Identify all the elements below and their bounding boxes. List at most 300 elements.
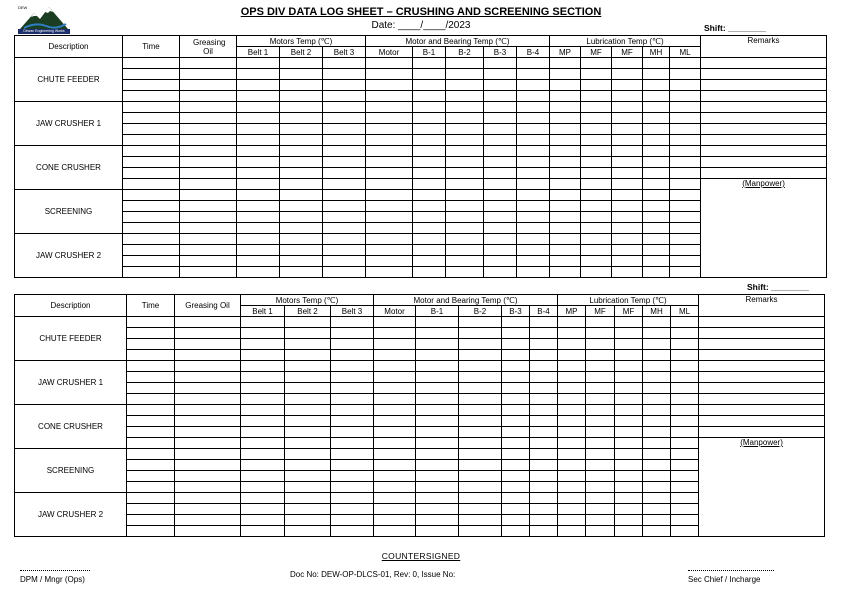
- log-cell[interactable]: [175, 482, 241, 493]
- log-cell[interactable]: [175, 405, 241, 416]
- log-cell[interactable]: [643, 350, 671, 361]
- log-cell[interactable]: [550, 58, 581, 69]
- log-cell[interactable]: [446, 124, 484, 135]
- log-cell[interactable]: [331, 416, 374, 427]
- log-cell[interactable]: [484, 113, 517, 124]
- log-cell[interactable]: [237, 212, 280, 223]
- log-cell[interactable]: [323, 223, 366, 234]
- log-cell[interactable]: [581, 179, 612, 190]
- log-cell[interactable]: [517, 113, 550, 124]
- log-cell[interactable]: [127, 493, 175, 504]
- log-cell[interactable]: [323, 113, 366, 124]
- log-cell[interactable]: [285, 438, 331, 449]
- log-cell[interactable]: [643, 91, 670, 102]
- log-cell[interactable]: [446, 212, 484, 223]
- log-cell[interactable]: [459, 383, 502, 394]
- log-cell[interactable]: [558, 449, 586, 460]
- log-cell[interactable]: [615, 460, 643, 471]
- log-cell[interactable]: [643, 394, 671, 405]
- log-cell[interactable]: [280, 212, 323, 223]
- log-cell[interactable]: [615, 482, 643, 493]
- log-cell[interactable]: [643, 146, 670, 157]
- log-cell[interactable]: [241, 526, 285, 537]
- log-cell[interactable]: [180, 135, 237, 146]
- log-cell[interactable]: [416, 482, 459, 493]
- log-cell[interactable]: [280, 146, 323, 157]
- log-cell[interactable]: [558, 438, 586, 449]
- log-cell[interactable]: [331, 317, 374, 328]
- log-cell[interactable]: [175, 526, 241, 537]
- log-cell[interactable]: [331, 427, 374, 438]
- log-cell[interactable]: [323, 190, 366, 201]
- log-cell[interactable]: [581, 135, 612, 146]
- log-cell[interactable]: [123, 168, 180, 179]
- log-cell[interactable]: [237, 146, 280, 157]
- log-cell[interactable]: [285, 328, 331, 339]
- log-cell[interactable]: [484, 80, 517, 91]
- log-cell[interactable]: [241, 493, 285, 504]
- log-cell[interactable]: [446, 190, 484, 201]
- remarks-cell[interactable]: [701, 135, 827, 146]
- log-cell[interactable]: [374, 372, 416, 383]
- log-cell[interactable]: [366, 201, 413, 212]
- log-cell[interactable]: [484, 234, 517, 245]
- log-cell[interactable]: [280, 124, 323, 135]
- log-cell[interactable]: [643, 471, 671, 482]
- log-cell[interactable]: [446, 80, 484, 91]
- log-cell[interactable]: [180, 223, 237, 234]
- log-cell[interactable]: [530, 515, 558, 526]
- log-cell[interactable]: [550, 157, 581, 168]
- log-cell[interactable]: [581, 69, 612, 80]
- log-cell[interactable]: [280, 223, 323, 234]
- log-cell[interactable]: [331, 504, 374, 515]
- log-cell[interactable]: [670, 201, 701, 212]
- log-cell[interactable]: [416, 328, 459, 339]
- log-cell[interactable]: [123, 124, 180, 135]
- log-cell[interactable]: [123, 102, 180, 113]
- log-cell[interactable]: [366, 168, 413, 179]
- log-cell[interactable]: [416, 383, 459, 394]
- log-cell[interactable]: [671, 394, 699, 405]
- log-cell[interactable]: [175, 383, 241, 394]
- log-cell[interactable]: [446, 69, 484, 80]
- remarks-cell[interactable]: [701, 168, 827, 179]
- log-cell[interactable]: [586, 361, 615, 372]
- log-cell[interactable]: [502, 504, 530, 515]
- log-cell[interactable]: [175, 449, 241, 460]
- log-cell[interactable]: [285, 515, 331, 526]
- log-cell[interactable]: [331, 460, 374, 471]
- log-cell[interactable]: [670, 223, 701, 234]
- log-cell[interactable]: [615, 515, 643, 526]
- log-cell[interactable]: [581, 256, 612, 267]
- remarks-cell[interactable]: [701, 58, 827, 69]
- log-cell[interactable]: [280, 102, 323, 113]
- log-cell[interactable]: [446, 157, 484, 168]
- log-cell[interactable]: [366, 91, 413, 102]
- log-cell[interactable]: [374, 328, 416, 339]
- log-cell[interactable]: [331, 438, 374, 449]
- log-cell[interactable]: [285, 493, 331, 504]
- log-cell[interactable]: [374, 339, 416, 350]
- log-cell[interactable]: [413, 190, 446, 201]
- log-cell[interactable]: [671, 526, 699, 537]
- log-cell[interactable]: [416, 372, 459, 383]
- log-cell[interactable]: [550, 69, 581, 80]
- log-cell[interactable]: [123, 234, 180, 245]
- log-cell[interactable]: [459, 504, 502, 515]
- log-cell[interactable]: [550, 212, 581, 223]
- log-cell[interactable]: [670, 124, 701, 135]
- log-cell[interactable]: [331, 515, 374, 526]
- log-cell[interactable]: [558, 482, 586, 493]
- log-cell[interactable]: [581, 234, 612, 245]
- log-cell[interactable]: [643, 190, 670, 201]
- log-cell[interactable]: [241, 449, 285, 460]
- log-cell[interactable]: [484, 124, 517, 135]
- log-cell[interactable]: [517, 179, 550, 190]
- log-cell[interactable]: [416, 361, 459, 372]
- log-cell[interactable]: [502, 405, 530, 416]
- log-cell[interactable]: [323, 91, 366, 102]
- log-cell[interactable]: [241, 471, 285, 482]
- log-cell[interactable]: [413, 234, 446, 245]
- log-cell[interactable]: [612, 256, 643, 267]
- log-cell[interactable]: [416, 515, 459, 526]
- log-cell[interactable]: [612, 245, 643, 256]
- log-cell[interactable]: [180, 157, 237, 168]
- log-cell[interactable]: [643, 124, 670, 135]
- log-cell[interactable]: [323, 80, 366, 91]
- log-cell[interactable]: [671, 339, 699, 350]
- log-cell[interactable]: [643, 339, 671, 350]
- log-cell[interactable]: [413, 69, 446, 80]
- log-cell[interactable]: [241, 339, 285, 350]
- log-cell[interactable]: [237, 190, 280, 201]
- log-cell[interactable]: [175, 328, 241, 339]
- log-cell[interactable]: [612, 91, 643, 102]
- log-cell[interactable]: [550, 124, 581, 135]
- log-cell[interactable]: [180, 124, 237, 135]
- log-cell[interactable]: [670, 179, 701, 190]
- log-cell[interactable]: [127, 350, 175, 361]
- log-cell[interactable]: [331, 493, 374, 504]
- log-cell[interactable]: [366, 69, 413, 80]
- log-cell[interactable]: [581, 157, 612, 168]
- remarks-cell[interactable]: [699, 361, 825, 372]
- remarks-cell[interactable]: [699, 317, 825, 328]
- log-cell[interactable]: [127, 449, 175, 460]
- log-cell[interactable]: [581, 245, 612, 256]
- log-cell[interactable]: [323, 245, 366, 256]
- remarks-cell[interactable]: [699, 427, 825, 438]
- log-cell[interactable]: [413, 212, 446, 223]
- log-cell[interactable]: [416, 405, 459, 416]
- log-cell[interactable]: [643, 504, 671, 515]
- log-cell[interactable]: [374, 493, 416, 504]
- log-cell[interactable]: [581, 267, 612, 278]
- log-cell[interactable]: [612, 124, 643, 135]
- log-cell[interactable]: [285, 372, 331, 383]
- log-cell[interactable]: [413, 267, 446, 278]
- log-cell[interactable]: [586, 394, 615, 405]
- log-cell[interactable]: [615, 493, 643, 504]
- remarks-cell[interactable]: [699, 328, 825, 339]
- log-cell[interactable]: [670, 168, 701, 179]
- log-cell[interactable]: [413, 245, 446, 256]
- log-cell[interactable]: [237, 267, 280, 278]
- log-cell[interactable]: [175, 394, 241, 405]
- log-cell[interactable]: [671, 427, 699, 438]
- log-cell[interactable]: [180, 69, 237, 80]
- log-cell[interactable]: [558, 427, 586, 438]
- log-cell[interactable]: [123, 146, 180, 157]
- remarks-cell[interactable]: [701, 80, 827, 91]
- log-cell[interactable]: [127, 328, 175, 339]
- log-cell[interactable]: [241, 460, 285, 471]
- log-cell[interactable]: [323, 157, 366, 168]
- log-cell[interactable]: [413, 80, 446, 91]
- log-cell[interactable]: [413, 256, 446, 267]
- log-cell[interactable]: [127, 383, 175, 394]
- log-cell[interactable]: [612, 135, 643, 146]
- log-cell[interactable]: [374, 416, 416, 427]
- log-cell[interactable]: [374, 471, 416, 482]
- remarks-cell[interactable]: [701, 113, 827, 124]
- log-cell[interactable]: [586, 515, 615, 526]
- log-cell[interactable]: [127, 405, 175, 416]
- log-cell[interactable]: [366, 223, 413, 234]
- log-cell[interactable]: [280, 58, 323, 69]
- log-cell[interactable]: [127, 427, 175, 438]
- log-cell[interactable]: [670, 256, 701, 267]
- log-cell[interactable]: [180, 102, 237, 113]
- log-cell[interactable]: [671, 361, 699, 372]
- log-cell[interactable]: [416, 449, 459, 460]
- log-cell[interactable]: [558, 383, 586, 394]
- log-cell[interactable]: [241, 317, 285, 328]
- log-cell[interactable]: [366, 212, 413, 223]
- log-cell[interactable]: [446, 234, 484, 245]
- manpower-box[interactable]: [699, 438, 825, 537]
- log-cell[interactable]: [323, 234, 366, 245]
- log-cell[interactable]: [643, 102, 670, 113]
- log-cell[interactable]: [446, 168, 484, 179]
- log-cell[interactable]: [550, 201, 581, 212]
- log-cell[interactable]: [484, 179, 517, 190]
- log-cell[interactable]: [374, 394, 416, 405]
- log-cell[interactable]: [237, 201, 280, 212]
- log-cell[interactable]: [671, 383, 699, 394]
- log-cell[interactable]: [615, 328, 643, 339]
- log-cell[interactable]: [366, 80, 413, 91]
- log-cell[interactable]: [581, 124, 612, 135]
- log-cell[interactable]: [502, 339, 530, 350]
- log-cell[interactable]: [127, 339, 175, 350]
- log-cell[interactable]: [237, 113, 280, 124]
- log-cell[interactable]: [374, 515, 416, 526]
- log-cell[interactable]: [670, 80, 701, 91]
- log-cell[interactable]: [502, 438, 530, 449]
- log-cell[interactable]: [671, 460, 699, 471]
- log-cell[interactable]: [123, 157, 180, 168]
- log-cell[interactable]: [241, 416, 285, 427]
- log-cell[interactable]: [558, 471, 586, 482]
- log-cell[interactable]: [502, 460, 530, 471]
- log-cell[interactable]: [331, 449, 374, 460]
- log-cell[interactable]: [459, 416, 502, 427]
- log-cell[interactable]: [285, 471, 331, 482]
- log-cell[interactable]: [123, 201, 180, 212]
- log-cell[interactable]: [643, 245, 670, 256]
- log-cell[interactable]: [615, 394, 643, 405]
- log-cell[interactable]: [459, 361, 502, 372]
- log-cell[interactable]: [530, 405, 558, 416]
- log-cell[interactable]: [237, 179, 280, 190]
- log-cell[interactable]: [484, 69, 517, 80]
- log-cell[interactable]: [241, 427, 285, 438]
- log-cell[interactable]: [374, 317, 416, 328]
- log-cell[interactable]: [374, 350, 416, 361]
- log-cell[interactable]: [502, 449, 530, 460]
- log-cell[interactable]: [459, 449, 502, 460]
- log-cell[interactable]: [550, 234, 581, 245]
- log-cell[interactable]: [670, 190, 701, 201]
- log-cell[interactable]: [374, 526, 416, 537]
- log-cell[interactable]: [643, 493, 671, 504]
- remarks-cell[interactable]: [699, 350, 825, 361]
- remarks-cell[interactable]: [699, 416, 825, 427]
- log-cell[interactable]: [446, 146, 484, 157]
- log-cell[interactable]: [446, 201, 484, 212]
- log-cell[interactable]: [558, 394, 586, 405]
- log-cell[interactable]: [416, 416, 459, 427]
- log-cell[interactable]: [530, 339, 558, 350]
- log-cell[interactable]: [502, 471, 530, 482]
- log-cell[interactable]: [175, 339, 241, 350]
- log-cell[interactable]: [331, 526, 374, 537]
- log-cell[interactable]: [323, 69, 366, 80]
- log-cell[interactable]: [446, 58, 484, 69]
- log-cell[interactable]: [285, 449, 331, 460]
- log-cell[interactable]: [127, 504, 175, 515]
- log-cell[interactable]: [530, 361, 558, 372]
- log-cell[interactable]: [416, 339, 459, 350]
- log-cell[interactable]: [530, 350, 558, 361]
- log-cell[interactable]: [123, 245, 180, 256]
- log-cell[interactable]: [285, 405, 331, 416]
- log-cell[interactable]: [280, 91, 323, 102]
- log-cell[interactable]: [643, 449, 671, 460]
- log-cell[interactable]: [615, 350, 643, 361]
- log-cell[interactable]: [241, 383, 285, 394]
- log-cell[interactable]: [643, 58, 670, 69]
- log-cell[interactable]: [643, 113, 670, 124]
- log-cell[interactable]: [127, 515, 175, 526]
- log-cell[interactable]: [285, 427, 331, 438]
- log-cell[interactable]: [643, 157, 670, 168]
- manpower-box[interactable]: [701, 179, 827, 278]
- log-cell[interactable]: [180, 91, 237, 102]
- log-cell[interactable]: [530, 427, 558, 438]
- log-cell[interactable]: [484, 201, 517, 212]
- log-cell[interactable]: [237, 256, 280, 267]
- log-cell[interactable]: [374, 449, 416, 460]
- log-cell[interactable]: [175, 438, 241, 449]
- log-cell[interactable]: [416, 317, 459, 328]
- log-cell[interactable]: [241, 405, 285, 416]
- log-cell[interactable]: [502, 526, 530, 537]
- log-cell[interactable]: [517, 256, 550, 267]
- log-cell[interactable]: [558, 361, 586, 372]
- log-cell[interactable]: [280, 135, 323, 146]
- log-cell[interactable]: [558, 405, 586, 416]
- log-cell[interactable]: [459, 515, 502, 526]
- log-cell[interactable]: [374, 405, 416, 416]
- log-cell[interactable]: [612, 267, 643, 278]
- log-cell[interactable]: [517, 190, 550, 201]
- log-cell[interactable]: [366, 256, 413, 267]
- log-cell[interactable]: [180, 245, 237, 256]
- log-cell[interactable]: [237, 124, 280, 135]
- remarks-cell[interactable]: [701, 91, 827, 102]
- log-cell[interactable]: [502, 317, 530, 328]
- log-cell[interactable]: [502, 493, 530, 504]
- log-cell[interactable]: [280, 69, 323, 80]
- shift-field-top[interactable]: Shift: ________: [704, 23, 766, 33]
- log-cell[interactable]: [643, 168, 670, 179]
- log-cell[interactable]: [643, 482, 671, 493]
- log-cell[interactable]: [615, 383, 643, 394]
- log-cell[interactable]: [586, 328, 615, 339]
- remarks-cell[interactable]: [699, 383, 825, 394]
- log-cell[interactable]: [280, 256, 323, 267]
- log-cell[interactable]: [558, 504, 586, 515]
- log-cell[interactable]: [586, 460, 615, 471]
- log-cell[interactable]: [612, 201, 643, 212]
- log-cell[interactable]: [331, 350, 374, 361]
- log-cell[interactable]: [366, 58, 413, 69]
- log-cell[interactable]: [323, 256, 366, 267]
- log-cell[interactable]: [180, 80, 237, 91]
- log-cell[interactable]: [280, 168, 323, 179]
- log-cell[interactable]: [175, 361, 241, 372]
- remarks-cell[interactable]: [699, 394, 825, 405]
- log-cell[interactable]: [615, 504, 643, 515]
- log-cell[interactable]: [612, 113, 643, 124]
- log-cell[interactable]: [643, 317, 671, 328]
- log-cell[interactable]: [671, 471, 699, 482]
- log-cell[interactable]: [366, 179, 413, 190]
- log-cell[interactable]: [581, 80, 612, 91]
- log-cell[interactable]: [416, 471, 459, 482]
- log-cell[interactable]: [331, 471, 374, 482]
- log-cell[interactable]: [416, 493, 459, 504]
- log-cell[interactable]: [446, 135, 484, 146]
- log-cell[interactable]: [323, 135, 366, 146]
- log-cell[interactable]: [416, 504, 459, 515]
- log-cell[interactable]: [484, 212, 517, 223]
- log-cell[interactable]: [643, 267, 670, 278]
- log-cell[interactable]: [671, 482, 699, 493]
- log-cell[interactable]: [643, 223, 670, 234]
- log-cell[interactable]: [671, 449, 699, 460]
- log-cell[interactable]: [446, 267, 484, 278]
- log-cell[interactable]: [175, 493, 241, 504]
- log-cell[interactable]: [123, 179, 180, 190]
- log-cell[interactable]: [530, 394, 558, 405]
